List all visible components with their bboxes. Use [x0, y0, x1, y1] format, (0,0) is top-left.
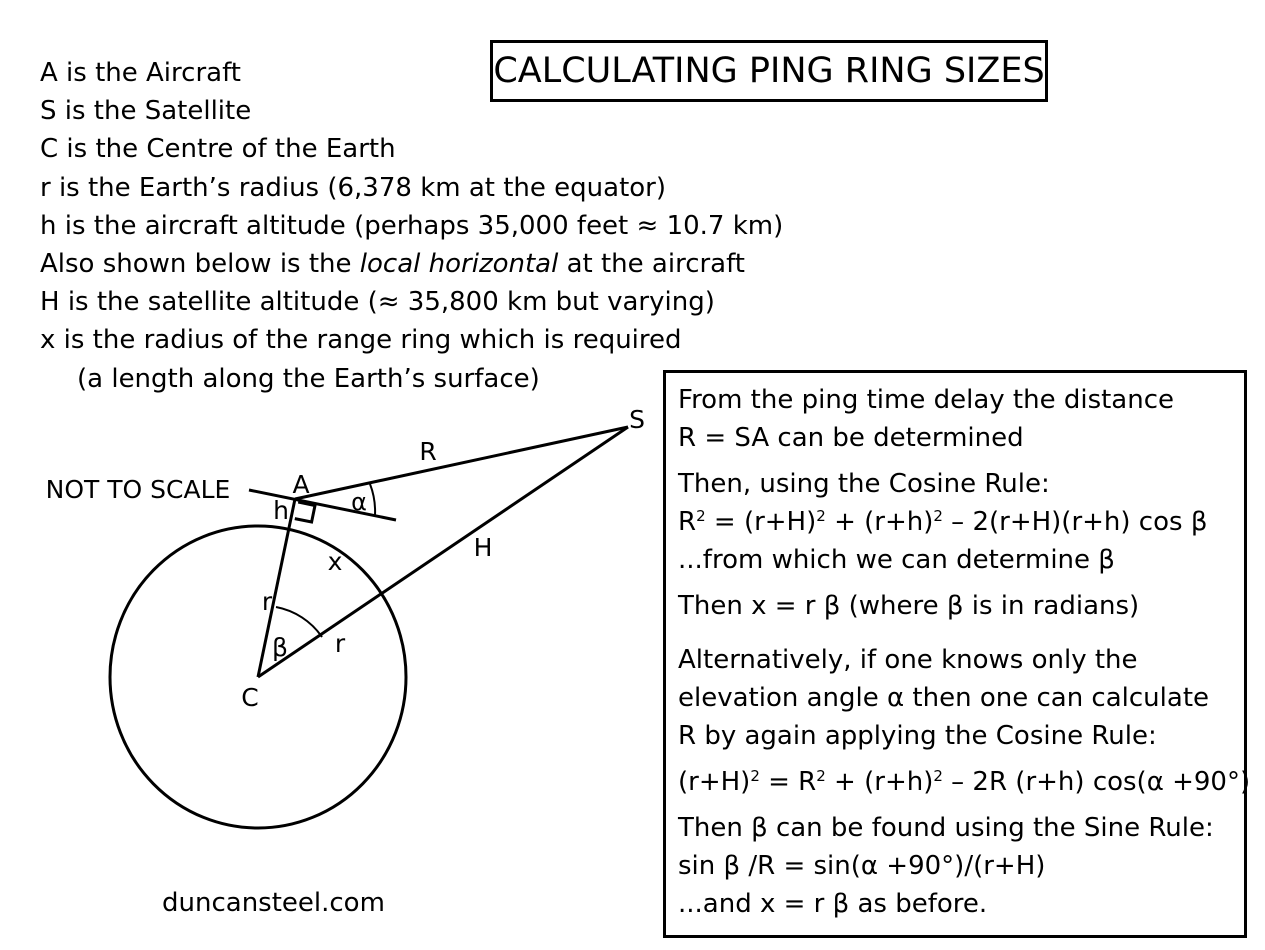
- equation-part: (r+H): [678, 767, 751, 797]
- cosine-rule-equation: [678, 503, 1244, 541]
- explanation-line: ...and x = r β as before.: [678, 889, 988, 919]
- equation-part: – 2R (r+h) cos(α +90°): [942, 767, 1251, 797]
- alternative-cosine-rule-equation: [678, 763, 1251, 801]
- explanation-box: [663, 370, 1251, 938]
- definition-earth-radius: r is the Earth’s radius (6,378 km at the equator): [40, 172, 667, 203]
- definition-satellite: S is the Satellite: [40, 96, 252, 127]
- equation-part: + (r+h): [825, 507, 934, 537]
- definition-local-horizontal-italic: local horizontal: [359, 248, 559, 279]
- alpha-angle-label: α: [351, 488, 367, 516]
- explanation-line: R by again applying the Cosine Rule:: [678, 721, 1157, 751]
- point-a-label: A: [292, 470, 310, 499]
- explanation-line: elevation angle α then one can calculate: [678, 683, 1210, 713]
- explanation-line: From the ping time delay the distance: [678, 385, 1175, 415]
- definition-range-ring-note: (a length along the Earth’s surface): [77, 363, 540, 394]
- arc-x-label: x: [327, 547, 343, 576]
- explanation-line: R = SA can be determined: [678, 423, 1024, 453]
- radius-r-lower-label: r: [334, 629, 346, 658]
- equation-superscript: 2: [816, 507, 826, 525]
- definition-local-horizontal-before: Also shown below is the: [40, 248, 360, 279]
- right-angle-marker: [295, 502, 315, 522]
- line-c-to-s: [258, 427, 628, 677]
- altitude-h-label: h: [273, 496, 289, 525]
- definition-local-horizontal-after: at the aircraft: [558, 248, 745, 279]
- explanation-line: ...from which we can determine β: [678, 545, 1115, 575]
- point-c-label: C: [241, 683, 259, 712]
- point-s-label: S: [629, 405, 645, 434]
- alpha-arc: [370, 484, 375, 515]
- credit-text: duncansteel.com: [162, 888, 385, 918]
- sine-rule-equation: sin β /R = sin(α +90°)/(r+H): [678, 851, 1046, 881]
- equation-part: + (r+h): [825, 767, 934, 797]
- equation-superscript: 2: [816, 767, 826, 785]
- equation-superscript: 2: [933, 507, 943, 525]
- explanation-line: Alternatively, if one knows only the: [678, 645, 1138, 675]
- explanation-line: Then β can be found using the Sine Rule:: [678, 813, 1214, 843]
- not-to-scale-label: NOT TO SCALE: [45, 475, 231, 504]
- definition-centre: C is the Centre of the Earth: [40, 134, 396, 165]
- equation-part: = R: [759, 767, 817, 797]
- definition-satellite-altitude: H is the satellite altitude (≈ 35,800 km but varying): [40, 287, 715, 318]
- radius-r-upper-label: r: [261, 587, 273, 616]
- equation-part: – 2(r+H)(r+h) cos β: [942, 507, 1208, 537]
- explanation-line: Then x = r β (where β is in radians): [678, 591, 1140, 621]
- equation-part: R: [678, 507, 697, 537]
- definition-range-ring: x is the radius of the range ring which is required: [40, 325, 682, 356]
- equation-superscript: 2: [933, 767, 943, 785]
- beta-angle-label: β: [272, 633, 288, 662]
- page-title: CALCULATING PING RING SIZES: [490, 40, 1048, 102]
- segment-r-label: R: [419, 437, 437, 466]
- definition-aircraft: A is the Aircraft: [40, 58, 241, 88]
- equation-superscript: 2: [750, 767, 760, 785]
- line-a-to-s: [295, 427, 628, 499]
- segment-h-upper-label: H: [473, 533, 493, 562]
- equation-superscript: 2: [696, 507, 706, 525]
- definition-aircraft-altitude: h is the aircraft altitude (perhaps 35,000 feet ≈ 10.7 km): [40, 210, 784, 241]
- equation-part: = (r+H): [705, 507, 817, 537]
- explanation-line: Then, using the Cosine Rule:: [678, 469, 1050, 499]
